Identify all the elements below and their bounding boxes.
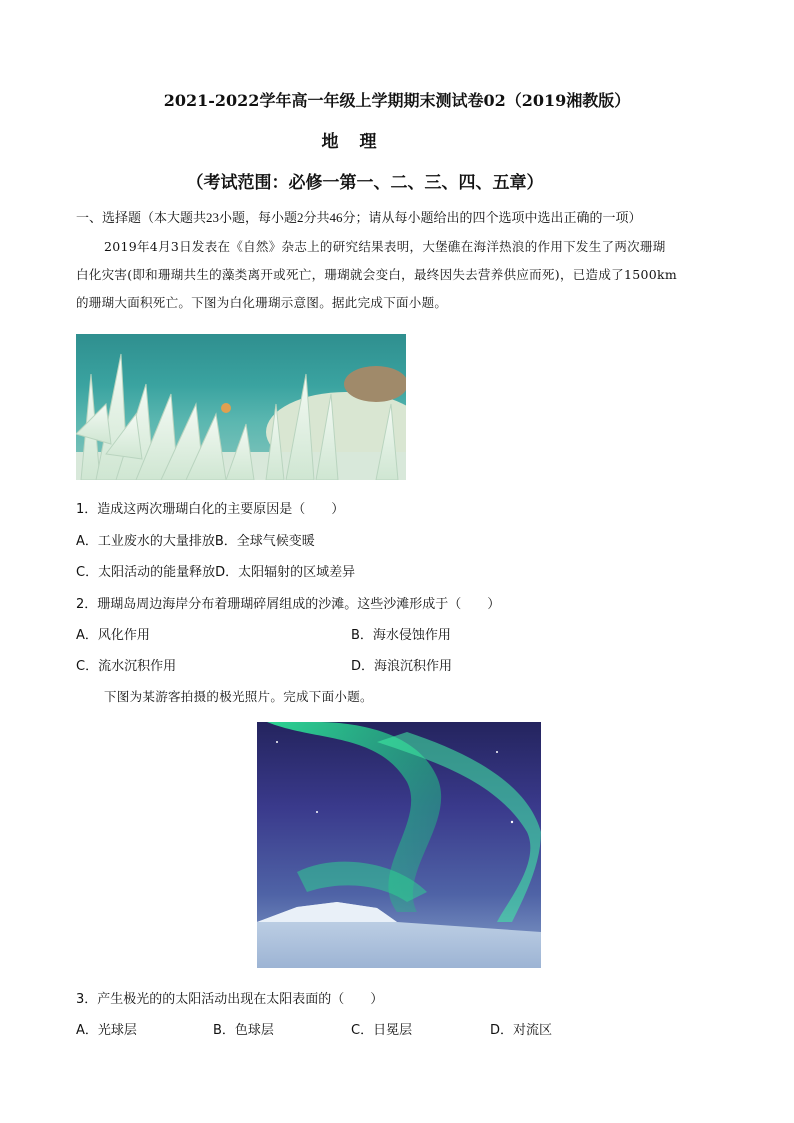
question-2-option-b: B．海水侵蚀作用	[351, 628, 451, 643]
question-3-option-c: C．日冕层	[351, 1023, 413, 1038]
question-3-option-a: A．光球层	[76, 1023, 137, 1038]
material-1-line-1: 2019年4月3日发表在《自然》杂志上的研究结果表明，大堡礁在海洋热浪的作用下发生了两次珊瑚	[104, 239, 666, 254]
material-2-line-1: 下图为某游客拍摄的极光照片。完成下面小题。	[104, 689, 373, 704]
question-1-option-cd: C．太阳活动的能量释放D．太阳辐射的区域差异	[76, 565, 356, 580]
aurora-image	[257, 722, 541, 968]
section-heading: 一、选择题（本大题共23小题，每小题2分共46分；请从每小题给出的四个选项中选出正确的一项）	[76, 210, 642, 225]
question-2-option-d: D．海浪沉积作用	[351, 659, 453, 674]
question-3-stem: 3．产生极光的的太阳活动出现在太阳表面的（ ）	[76, 992, 384, 1007]
exam-scope: （考试范围：必修一第一、二、三、四、五章）	[186, 173, 544, 193]
question-2-stem: 2．珊瑚岛周边海岸分布着珊瑚碎屑组成的沙滩。这些沙滩形成于（ ）	[76, 597, 501, 612]
material-2	[104, 683, 746, 711]
question-1-stem: 1．造成这两次珊瑚白化的主要原因是（ ）	[76, 502, 345, 517]
subject-title: 地 理	[321, 132, 379, 152]
material-1	[76, 233, 718, 317]
question-2-option-a: A．风化作用	[76, 628, 150, 643]
coral-illustration	[76, 334, 406, 480]
exam-title: 2021-2022学年高一年级上学期期末测试卷02（2019湘教版）	[163, 91, 631, 110]
material-1-line-3: 的珊瑚大面积死亡。下图为白化珊瑚示意图。据此完成下面小题。	[76, 295, 448, 310]
question-3-option-b: B．色球层	[213, 1023, 274, 1038]
bleached-coral-image	[76, 334, 406, 480]
question-1-option-ab: A．工业废水的大量排放B．全球气候变暖	[76, 534, 315, 549]
question-2-option-c: C．流水沉积作用	[76, 659, 177, 674]
question-3-option-d: D．对流区	[490, 1023, 553, 1038]
material-1-line-2: 白化灾害(即和珊瑚共生的藻类离开或死亡，珊瑚就会变白，最终因失去营养供应而死)，已造成了1500km	[76, 267, 677, 282]
aurora-illustration	[257, 722, 541, 968]
